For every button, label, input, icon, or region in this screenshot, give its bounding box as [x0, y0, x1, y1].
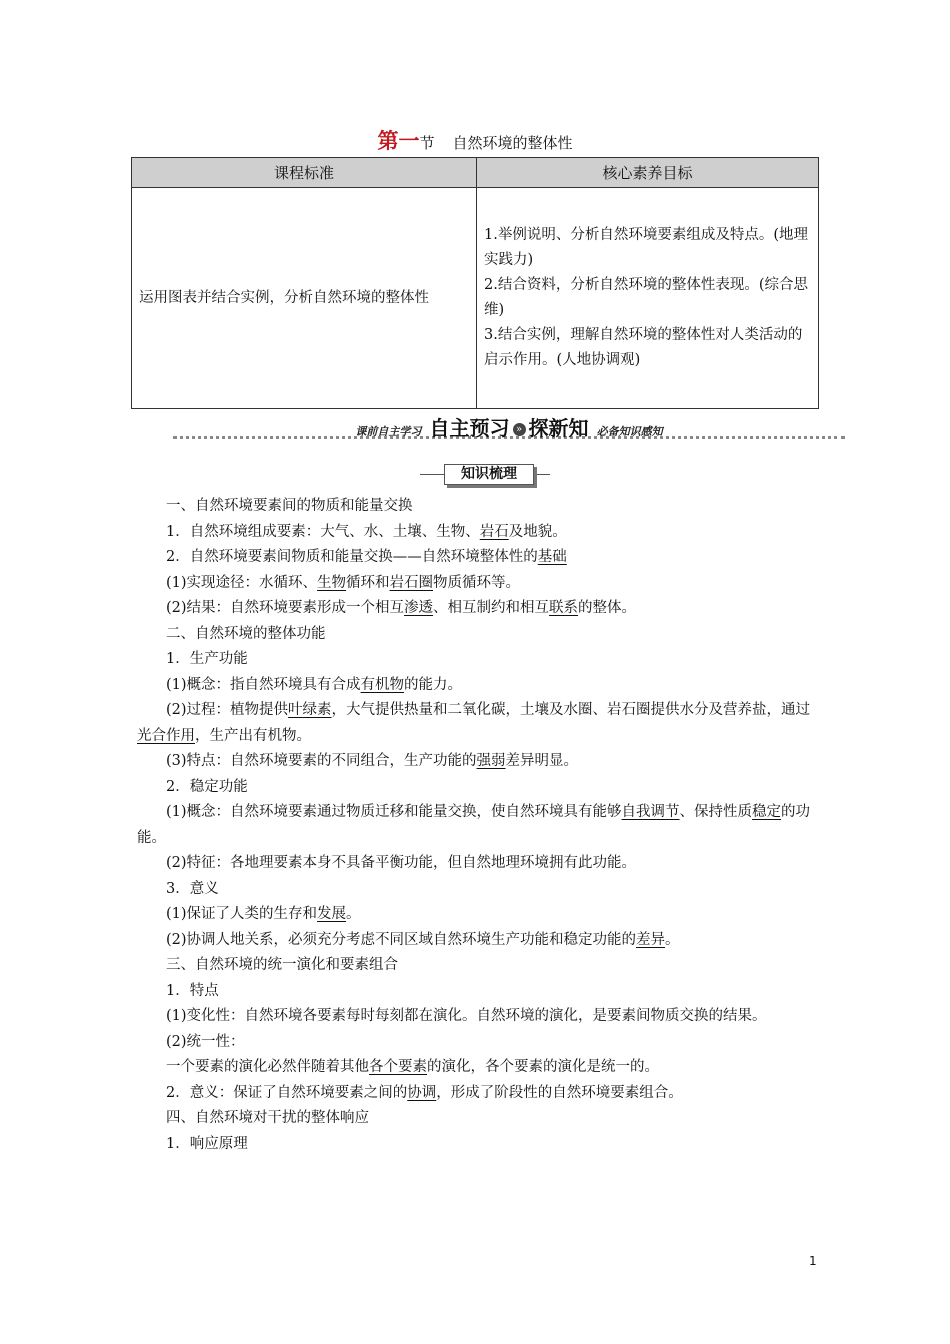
answer-blank: 渗透	[404, 600, 434, 616]
section-title-number: 第一	[377, 129, 420, 153]
paragraph-text: (1)实现途径：水循环、	[166, 574, 318, 591]
content-paragraph	[137, 1030, 817, 1056]
answer-blank: 有机物	[360, 676, 405, 693]
banner-arrow-icon: »	[513, 423, 526, 436]
curriculum-table	[131, 157, 819, 409]
paragraph-text: 1．特点	[166, 982, 219, 999]
answer-blank: 自我调节	[621, 804, 680, 820]
paragraph-text: (2)统一性：	[166, 1033, 245, 1050]
content-paragraph	[137, 1004, 817, 1030]
paragraph-text: 1．生产功能	[166, 651, 248, 667]
banner-left-caption: 课前自主学习	[355, 425, 422, 438]
paragraph-text: (2)协调人地关系，必须充分考虑不同区域自然环境生产功能和稳定功能的	[166, 931, 637, 948]
paragraph-text: 2．意义：保证了自然环境要素之间的	[166, 1084, 408, 1101]
paragraph-text: 的演化，各个要素的演化是统一的。	[427, 1059, 659, 1075]
content-paragraph	[137, 800, 817, 851]
content-paragraph	[137, 928, 817, 954]
content-paragraph	[137, 775, 817, 801]
paragraph-text: 2．自然环境要素间物质和能量交换——自然环境整体性的	[166, 549, 538, 565]
paragraph-text: (1)概念：自然环境要素通过物质迁移和能量交换，使自然环境具有能够	[166, 804, 622, 820]
paragraph-text: (2)特征：各地理要素本身不具备平衡功能，但自然地理环境拥有此功能。	[166, 855, 637, 871]
paragraph-text: 三、自然环境的统一演化和要素组合	[166, 957, 398, 973]
content-paragraph	[137, 571, 817, 597]
content-paragraph	[137, 749, 817, 775]
content-paragraph	[137, 673, 817, 699]
content-paragraph	[137, 1106, 817, 1132]
content-paragraph	[137, 979, 817, 1005]
content-paragraph	[137, 1132, 817, 1158]
answer-blank: 各个要素	[369, 1059, 427, 1075]
answer-blank: 岩石圈	[389, 574, 434, 591]
paragraph-text: (3)特点：自然环境要素的不同组合，生产功能的	[166, 753, 477, 769]
paragraph-text: 。	[346, 906, 361, 922]
answer-blank: 协调	[407, 1084, 437, 1101]
content-paragraph	[137, 953, 817, 979]
answer-blank: 岩石	[479, 523, 509, 540]
answer-blank: 叶绿素	[288, 702, 332, 718]
answer-blank: 联系	[549, 600, 579, 616]
paragraph-text: 及地貌。	[508, 523, 567, 540]
content-paragraph	[137, 902, 817, 928]
content-paragraph	[137, 494, 817, 520]
literacy-goal-3: 3.结合实例，理解自然环境的整体性对人类活动的启示作用。(人地协调观)	[484, 327, 803, 368]
standard-text: 运用图表并结合实例，分析自然环境的整体性	[132, 188, 477, 409]
knowledge-label	[420, 464, 550, 485]
answer-blank: 光合作用	[137, 727, 195, 744]
answer-blank: 强弱	[476, 753, 506, 769]
content-paragraph	[137, 877, 817, 903]
paragraph-text: 。	[665, 931, 680, 948]
paragraph-text: 的能力。	[404, 676, 463, 693]
paragraph-text: 四、自然环境对干扰的整体响应	[166, 1110, 369, 1126]
paragraph-text: 物质循环等。	[433, 574, 521, 591]
section-banner	[173, 412, 845, 440]
table-header-literacy: 核心素养目标	[477, 158, 819, 188]
paragraph-text: 的功能。	[137, 804, 811, 846]
paragraph-text: (1)概念：指自然环境具有合成	[166, 676, 361, 693]
section-title-text: 自然环境的整体性	[452, 134, 573, 152]
content-paragraph	[137, 596, 817, 622]
answer-blank: 基础	[537, 549, 567, 565]
content-paragraph	[137, 851, 817, 877]
paragraph-text: 循环和	[346, 574, 390, 591]
paragraph-text: 1．自然环境组成要素：大气、水、土壤、生物、	[166, 523, 480, 540]
paragraph-text: 的整体。	[578, 600, 637, 616]
banner-right-caption: 必备知识感知	[596, 425, 663, 438]
table-header-standard: 课程标准	[132, 158, 477, 188]
paragraph-text: 1．响应原理	[166, 1135, 248, 1152]
section-title-jie: 节	[419, 134, 435, 152]
paragraph-text: 、保持性质	[679, 804, 753, 820]
paragraph-text: 二、自然环境的整体功能	[166, 625, 326, 642]
paragraph-text: 一、自然环境要素间的物质和能量交换	[166, 498, 413, 514]
content-paragraph	[137, 1055, 817, 1081]
content-paragraph	[137, 647, 817, 673]
knowledge-label-text: 知识梳理	[444, 464, 534, 485]
answer-blank: 稳定	[752, 804, 782, 820]
banner-main-2: 探新知	[528, 416, 589, 440]
paragraph-text: 、相互制约和相互	[433, 600, 550, 616]
paragraph-text: (2)结果：自然环境要素形成一个相互	[166, 600, 405, 616]
content-paragraph	[137, 698, 817, 749]
paragraph-text: (1)保证了人类的生存和	[166, 906, 318, 922]
answer-blank: 生物	[317, 574, 347, 591]
paragraph-text: 一个要素的演化必然伴随着其他	[166, 1059, 369, 1075]
paragraph-text: ，生产出有机物。	[195, 727, 311, 744]
banner-main-1: 自主预习	[429, 416, 510, 440]
content-paragraph	[137, 520, 817, 546]
answer-blank: 差异	[636, 931, 666, 948]
page-number: 1	[809, 1254, 817, 1268]
section-title	[0, 125, 950, 155]
paragraph-text: ，形成了阶段性的自然环境要素组合。	[436, 1084, 683, 1101]
answer-blank: 发展	[317, 906, 347, 922]
knowledge-content	[137, 494, 817, 1157]
paragraph-text: ，大气提供热量和二氧化碳，土壤及水圈、岩石圈提供水分及营养盐，通过	[331, 702, 811, 718]
content-paragraph	[137, 622, 817, 648]
literacy-goals	[477, 188, 819, 409]
paragraph-text: 3．意义	[166, 880, 219, 897]
paragraph-text: (1)变化性：自然环境各要素每时每刻都在演化。自然环境的演化，是要素间物质交换的结果。	[166, 1008, 767, 1024]
paragraph-text: 2．稳定功能	[166, 778, 248, 795]
content-paragraph	[137, 545, 817, 571]
literacy-goal-1: 1.举例说明、分析自然环境要素组成及特点。(地理实践力)	[484, 227, 808, 268]
content-paragraph	[137, 1081, 817, 1107]
paragraph-text: 差异明显。	[505, 753, 579, 769]
paragraph-text: (2)过程：植物提供	[166, 702, 289, 718]
literacy-goal-2: 2.结合资料，分析自然环境的整体性表现。(综合思维)	[484, 277, 808, 318]
